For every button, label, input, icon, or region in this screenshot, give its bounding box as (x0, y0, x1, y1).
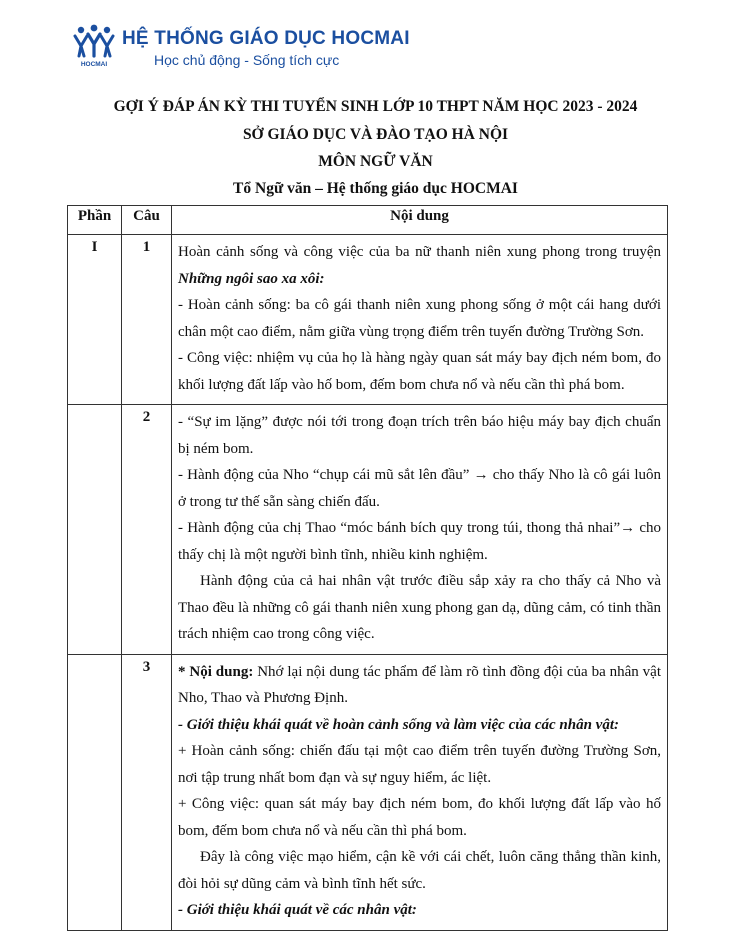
content-subheading: - Giới thiệu khái quát về các nhân vật: (178, 902, 417, 918)
table-header-row (68, 206, 668, 235)
work-title: Những ngôi sao xa xôi (178, 270, 320, 287)
content-paragraph: - Hoàn cảnh sống: ba cô gái thanh niên xung phong sống ở một cái hang dưới chân một cao điểm, nằm giữa vùng trọng điểm trên tuyến đường Trường Sơn. (178, 297, 661, 340)
hocmai-people-icon (72, 24, 116, 68)
content-paragraph: + Hoàn cảnh sống: chiến đấu tại một cao điểm trên tuyến đường Trường Sơn, nơi tập trung nhất bom đạn và sự nguy hiểm, ác liệt. (178, 743, 661, 786)
part-cell (68, 405, 122, 655)
content-paragraph: - Hành động của Nho “chụp cái mũ sắt lên đầu” → cho thấy Nho là cô gái luôn ở trong tư thế sẵn sàng chiến đấu. (178, 467, 661, 510)
header-content: Nội dung (172, 206, 668, 235)
header-part: Phần (68, 206, 122, 235)
header-question: Câu (122, 206, 172, 235)
part-cell (68, 654, 122, 930)
content-paragraph: + Công việc: quan sát máy bay địch ném bom, đo khối lượng đất lấp vào hố bom, đếm bom chưa nổ và nếu cần thì phá bom. (178, 796, 661, 839)
author-line: Tổ Ngữ văn – Hệ thống giáo dục HOCMAI (233, 180, 518, 197)
content-paragraph: - “Sự im lặng” được nói tới trong đoạn trích trên báo hiệu máy bay địch chuẩn bị ném bom. (178, 414, 661, 457)
question-cell: 2 (122, 405, 172, 655)
content-cell (172, 405, 668, 655)
content-paragraph: - Công việc: nhiệm vụ của họ là hàng ngày quan sát máy bay địch ném bom, đo khối lượng đất lấp vào hố bom, đếm bom chưa nổ và nếu cần thì phá bom. (178, 350, 661, 393)
exam-title: GỢI Ý ĐÁP ÁN KỲ THI TUYỂN SINH LỚP 10 THPT NĂM HỌC 2023 - 2024 (113, 98, 638, 115)
svg-text:HOCMAI: HOCMAI (80, 61, 108, 68)
content-cell (172, 235, 668, 405)
content-cell (172, 654, 668, 930)
content-paragraph: Hành động của cả hai nhân vật trước điều sắp xảy ra cho thấy cả Nho và Thao đều là những cô gái thanh niên xung phong gan dạ, dũng cảm, có tinh thần trách nhiệm cao trong công việc. (178, 573, 661, 642)
table-row (68, 405, 668, 655)
question-cell: 1 (122, 235, 172, 405)
content-paragraph: Đây là công việc mạo hiểm, cận kề với cái chết, luôn căng thẳng thần kinh, đòi hỏi sự dũng cảm và bình tĩnh hết sức. (178, 849, 661, 892)
table-row (68, 235, 668, 405)
part-cell: I (68, 235, 122, 405)
content-paragraph: * Nội dung: Nhớ lại nội dung tác phẩm để làm rõ tình đồng đội của ba nhân vật Nho, Thao và Phương Định. (178, 663, 661, 706)
question-cell: 3 (122, 654, 172, 930)
subject-title: MÔN NGỮ VĂN (318, 153, 433, 170)
content-paragraph: - Hành động của chị Thao “móc bánh bích quy trong túi, thong thả nhai”→ cho thấy chị là một người bình tĩnh, nhiều kinh nghiệm. (178, 520, 661, 563)
department-title: SỞ GIÁO DỤC VÀ ĐÀO TẠO HÀ NỘI (242, 126, 509, 143)
table-row (68, 654, 668, 930)
answer-table (67, 205, 668, 931)
content-subheading: - Giới thiệu khái quát về hoàn cảnh sống và làm việc của các nhân vật: (178, 716, 619, 733)
brand-title: HỆ THỐNG GIÁO DỤC HOCMAI (122, 28, 410, 49)
content-label: * Nội dung: (178, 663, 254, 680)
brand-slogan: Học chủ động - Sống tích cực (154, 52, 340, 68)
content-paragraph: Hoàn cảnh sống và công việc của ba nữ thanh niên xung phong trong truyện Những ngôi sao xa xôi: (178, 244, 661, 287)
